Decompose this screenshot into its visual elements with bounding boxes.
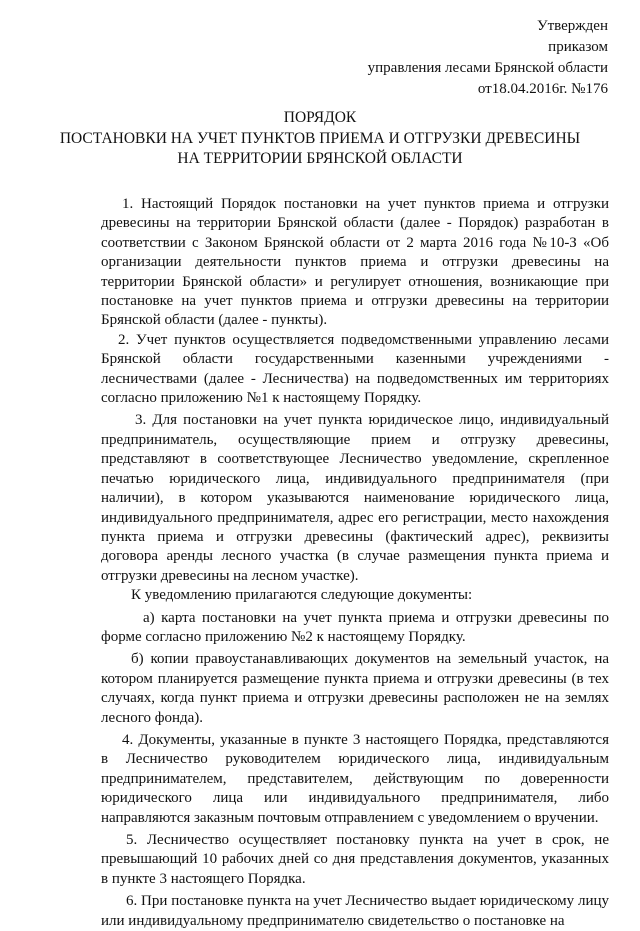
paragraph-item-b: б) копии правоустанавливающих документов на земельный участок, на котором планируется размещение пункта приема и отгрузки древесины (в тех случаях, когда пункт приема и отгрузки древесины расположен не на землях лесного фонда).	[101, 651, 609, 726]
approval-line-approved: Утвержден	[536, 18, 608, 34]
title-line-1: ПОРЯДОК	[283, 109, 357, 126]
document-title	[40, 108, 600, 170]
approval-line-order: приказом	[548, 39, 608, 55]
document-body	[101, 195, 609, 931]
paragraph-3: 3. Для постановки на учет пункта юридическое лицо, индивидуальный предприниматель, осуществляющие прием и отгрузку древесины, представляют в соответствующее Лесничество уведомление, скрепленное печатью юридического лица, индивидуального предпринимателя (при наличии), в котором указываются наименование юридического лица, индивидуального предпринимателя, адрес его регистрации, место нахождения пункта приема и отгрузки древесины (фактический адрес), реквизиты договора аренды лесного участка (в случае размещения пункта приема и отгрузки древесины на лесном участке).	[101, 412, 609, 584]
approval-line-date-number: от18.04.2016г. №176	[477, 81, 608, 97]
paragraph-5: 5. Лесничество осуществляет постановку пункта на учет в срок, не превышающий 10 рабочих дней со дня представления документов, указанных в пункте 3 настоящего Порядка.	[101, 832, 609, 887]
paragraph-attachments-intro: К уведомлению прилагаются следующие документы:	[131, 587, 473, 604]
approval-line-authority: управления лесами Брянской области	[367, 60, 608, 76]
paragraph-2: 2. Учет пунктов осуществляется подведомственными управлению лесами Брянской области государственными казенными учреждениями - лесничествами (далее - Лесничества) на подведомственных им территориях согласно приложению №1 к настоящему Порядку.	[101, 331, 609, 407]
paragraph-6: 6. При постановке пункта на учет Лесничество выдает юридическому лицу или индивидуальному предпринимателю свидетельство о постановке на	[101, 893, 609, 929]
paragraph-1: 1. Настоящий Порядок постановки на учет пунктов приема и отгрузки древесины на территории Брянской области (далее - Порядок) разработан в соответствии с Законом Брянской области от 2 марта 2016 года №10-З «Об организации деятельности пунктов приема и отгрузки древесины на территории Брянской области» и регулирует отношения, возникающие при постановке на учет пунктов приема и отгрузки древесины на территории Брянской области (далее - пункты).	[101, 196, 609, 329]
title-line-3: НА ТЕРРИТОРИИ БРЯНСКОЙ ОБЛАСТИ	[177, 150, 463, 167]
approval-stamp	[368, 16, 608, 100]
paragraph-4: 4. Документы, указанные в пункте 3 настоящего Порядка, представляются в Лесничество руководителем юридического лица, индивидуальным предпринимателем, представителем, действующим по доверенности юридического лица или индивидуального предпринимателя, либо направляются заказным почтовым отправлением с уведомлением о вручении.	[101, 731, 609, 826]
paragraph-item-a: а) карта постановки на учет пункта приема и отгрузки древесины по форме согласно приложению №2 к настоящему Порядку.	[101, 609, 609, 645]
title-line-2: ПОСТАНОВКИ НА УЧЕТ ПУНКТОВ ПРИЕМА И ОТГРУЗКИ ДРЕВЕСИНЫ	[59, 129, 581, 147]
